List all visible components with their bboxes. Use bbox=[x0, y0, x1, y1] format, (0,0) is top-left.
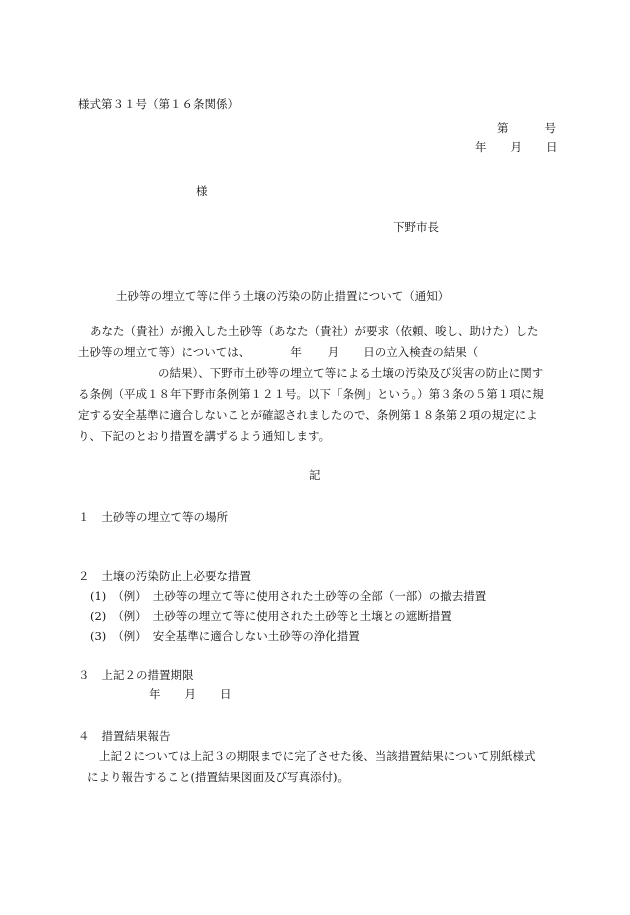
form-number: 様式第３１号（第１６条関係） bbox=[78, 97, 239, 111]
section-1-label: 土砂等の埋立て等の場所 bbox=[101, 510, 228, 524]
issue-date-day: 日 bbox=[546, 140, 558, 154]
section-3-deadline bbox=[149, 689, 232, 701]
document-number-go: 号 bbox=[544, 121, 556, 135]
item-3-number: (3) bbox=[90, 629, 107, 643]
document-title: 土砂等の埋立て等に伴う土壌の汚染の防止措置について（通知） bbox=[116, 289, 450, 303]
body-line-5: 定する安全基準に適合しないことが確認されましたので、条例第１８条第２項の規定によ bbox=[78, 408, 538, 422]
section-1 bbox=[78, 512, 228, 524]
section-2-number: ２ bbox=[78, 569, 90, 583]
deadline-day: 日 bbox=[220, 687, 232, 701]
body-line-2-b: 日の立入検査の結果（ bbox=[363, 345, 479, 359]
body-line-4: る条例（平成１８年下野市条例第１２１号。以下「条例」という。）第３条の５第１項に規 bbox=[78, 387, 544, 401]
body-line-2 bbox=[78, 347, 478, 359]
document-number-dai: 第 bbox=[497, 121, 509, 135]
item-3-text: 安全基準に適合しない土砂等の浄化措置 bbox=[152, 629, 360, 643]
issue-date-month: 月 bbox=[510, 140, 522, 154]
item-1-number: (1) bbox=[90, 589, 107, 603]
section-4-line-1: 上記２については上記３の期限までに完了させた後、当該措置結果について別紙様式 bbox=[99, 749, 536, 763]
section-1-number: １ bbox=[78, 510, 90, 524]
item-2-text: 土砂等の埋立て等に使用された土砂等と土壌との遮断措置 bbox=[152, 609, 452, 623]
deadline-year: 年 bbox=[149, 687, 161, 701]
section-3 bbox=[78, 670, 194, 682]
body-line-2-year: 年 bbox=[290, 345, 302, 359]
issue-date bbox=[475, 142, 558, 154]
sender-name: 下野市長 bbox=[393, 220, 439, 234]
item-2-number: (2) bbox=[90, 609, 107, 623]
body-line-6: り、下記のとおり措置を講ずるよう通知します。 bbox=[78, 429, 331, 443]
body-line-3: の結果）、下野市土砂等の埋立て等による土壌の汚染及び災害の防止に関す bbox=[158, 366, 544, 380]
section-2-item-3 bbox=[90, 631, 360, 643]
item-1-example: （例） bbox=[112, 589, 147, 603]
section-3-number: ３ bbox=[78, 668, 90, 682]
document-number bbox=[497, 123, 556, 135]
issue-date-year: 年 bbox=[475, 140, 487, 154]
addressee-honorific: 様 bbox=[196, 184, 208, 198]
section-2 bbox=[78, 571, 251, 583]
section-4-number: ４ bbox=[78, 729, 90, 743]
item-2-example: （例） bbox=[112, 609, 147, 623]
section-4 bbox=[78, 731, 171, 743]
item-1-text: 土砂等の埋立て等に使用された土砂等の全部（一部）の撤去措置 bbox=[152, 589, 487, 603]
item-3-example: （例） bbox=[112, 629, 147, 643]
ki-heading: 記 bbox=[309, 468, 321, 482]
section-4-line-2: により報告すること(措置結果図面及び写真添付)。 bbox=[87, 770, 349, 784]
section-2-label: 土壌の汚染防止上必要な措置 bbox=[101, 569, 251, 583]
section-4-label: 措置結果報告 bbox=[101, 729, 171, 743]
section-2-item-1 bbox=[90, 591, 486, 603]
section-2-item-2 bbox=[90, 611, 452, 623]
body-line-2-month: 月 bbox=[327, 345, 340, 359]
body-line-2-a: 土砂等の埋立て等）については、 bbox=[78, 345, 251, 359]
section-3-label: 上記２の措置期限 bbox=[101, 668, 194, 682]
deadline-month: 月 bbox=[184, 687, 196, 701]
body-line-1: あなた（貴社）が搬入した土砂等（あなた（貴社）が要求（依頼、唆し、助けた）した bbox=[90, 324, 539, 338]
